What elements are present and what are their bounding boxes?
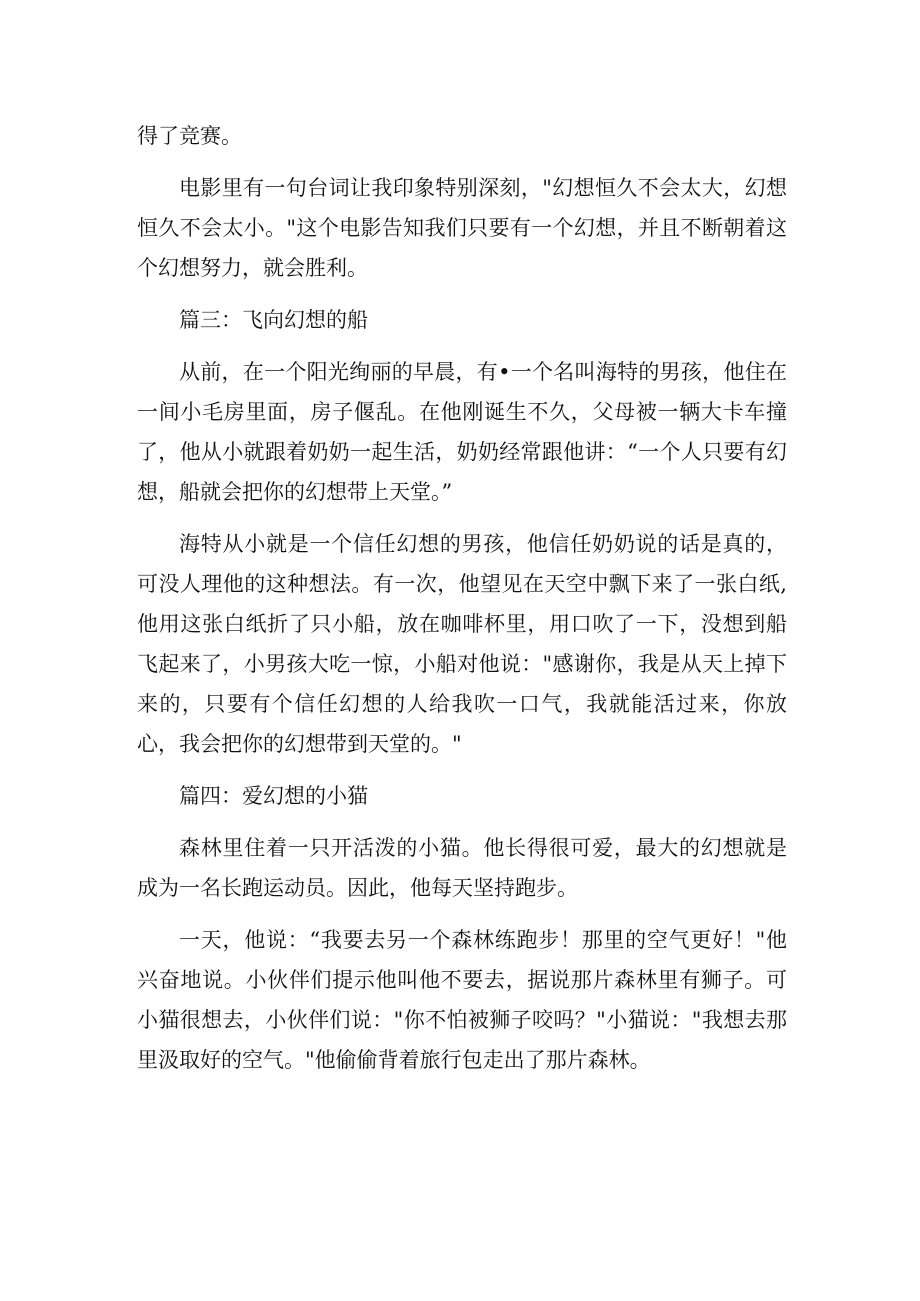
- paragraph-paper-boat: 海特从小就是一个信任幻想的男孩，他信任奶奶说的话是真的，可没人理他的这种想法。有一次，他望见在天空中飘下来了一张白纸,他用这张白纸折了只小船，放在咖啡杯里，用口吹了一下，没想到船飞起来了，小男孩大吃一惊，小船对他说："感谢你，我是从天上掉下来的，只要有个信任幻想的人给我吹一口气，我就能活过来，你放心，我会把你的幻想带到天堂的。": [137, 532, 787, 756]
- paragraph-kitten-intro: 森林里住着一只开活泼的小猫。他长得很可爱，最大的幻想就是成为一名长跑运动员。因此，他每天坚持跑步。: [137, 836, 787, 900]
- paragraph-continuation: 得了竞赛。: [137, 124, 242, 148]
- section-heading-chapter-4: 篇四：爱幻想的小猫: [179, 784, 368, 808]
- paragraph-kitten-journey: 一天，他说：“我要去另一个森林练跑步！那里的空气更好！"他兴奋地说。小伙伴们提示他叫他不要去，据说那片森林里有狮子。可小猫很想去，小伙伴们说："你不怕被狮子咬吗？"小猫说："我想去那里汲取好的空气。"他偷偷背着旅行包走出了那片森林。: [137, 928, 787, 1072]
- paragraph-story-intro: 从前，在一个阳光绚丽的早晨，有•一个名叫海特的男孩，他住在一间小毛房里面，房子偃乱。在他刚诞生不久，父母被一辆大卡车撞了，他从小就跟着奶奶一起生活，奶奶经常跟他讲：“一个人只要有幻想，船就会把你的幻想带上天堂。”: [137, 360, 787, 504]
- paragraph-movie-quote: 电影里有一句台词让我印象特别深刻，"幻想恒久不会太大，幻想恒久不会太小。"这个电影告知我们只要有一个幻想，并且不断朝着这个幻想努力，就会胜利。: [137, 176, 787, 280]
- section-heading-chapter-3: 篇三：飞向幻想的船: [179, 308, 368, 332]
- document-page: [137, 116, 787, 1092]
